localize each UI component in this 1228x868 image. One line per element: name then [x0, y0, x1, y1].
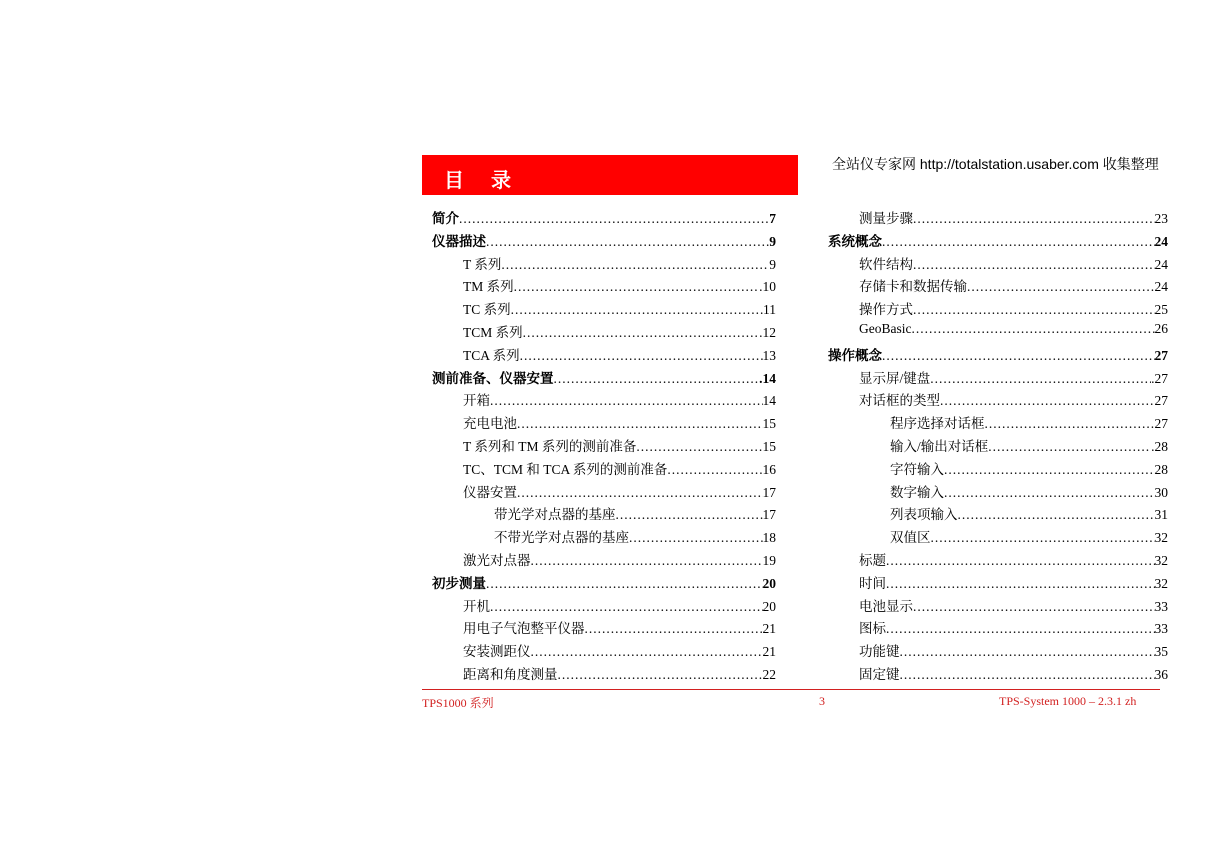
toc-dot-leader	[585, 621, 763, 637]
toc-dot-leader	[490, 393, 763, 409]
toc-entry-page: 21	[762, 621, 776, 637]
toc-entry[interactable]	[432, 321, 776, 344]
toc-entry-title: 不带光学对点器的基座	[494, 530, 629, 546]
toc-entry-title: 仪器描述	[432, 233, 486, 249]
toc-entry-page: 27	[1154, 347, 1168, 363]
toc-dot-leader	[531, 553, 763, 569]
toc-dot-leader	[514, 279, 760, 295]
toc-dot-leader	[517, 416, 763, 432]
toc-entry[interactable]	[432, 663, 776, 686]
toc-entry[interactable]	[828, 640, 1168, 663]
toc-entry[interactable]	[432, 572, 776, 595]
toc-entry-title: 字符输入	[890, 461, 944, 477]
toc-entry-title: TM 系列	[463, 279, 514, 295]
toc-dot-leader	[988, 439, 1151, 455]
toc-dot-leader	[517, 485, 763, 501]
toc-entry-title: TCM 系列	[463, 324, 523, 340]
toc-entry[interactable]	[828, 344, 1168, 367]
toc-dot-leader	[882, 234, 1155, 250]
toc-entry-page: 33	[1154, 598, 1168, 614]
footer-divider	[422, 689, 1160, 690]
toc-entry-page: 32	[1154, 552, 1168, 568]
toc-dot-leader	[629, 530, 763, 546]
toc-entry-page: 32	[1154, 530, 1168, 546]
toc-entry-title: 显示屏/键盘	[859, 370, 931, 386]
toc-entry-page: 19	[762, 552, 776, 568]
toc-entry-page: 23	[1154, 211, 1168, 226]
toc-dot-leader	[931, 530, 1155, 546]
toc-entry[interactable]	[432, 275, 776, 298]
toc-entry-title: 数字输入	[890, 484, 944, 500]
toc-entry-title: 简介	[432, 211, 459, 226]
toc-entry-page: .10	[759, 279, 776, 295]
toc-entry-title: T 系列	[463, 256, 502, 272]
toc-entry[interactable]	[432, 253, 776, 276]
toc-entry-page: 15	[762, 416, 776, 432]
toc-entry-page: 9	[769, 233, 776, 249]
toc-dot-leader	[913, 211, 1155, 227]
toc-entry-title: 初步测量	[432, 575, 486, 591]
toc-entry-title: 功能键	[859, 644, 900, 660]
toc-entry-page: .28	[1151, 438, 1168, 454]
toc-entry-title: 测前准备、仪器安置	[432, 370, 554, 386]
toc-entry-title: 固定键	[859, 666, 900, 682]
toc-entry-title: 用电子气泡整平仪器	[463, 621, 585, 637]
toc-entry-page: 22	[762, 666, 776, 682]
toc-dot-leader	[913, 599, 1155, 615]
toc-dot-leader	[911, 321, 1154, 337]
toc-entry[interactable]	[828, 503, 1168, 526]
toc-dot-leader	[486, 576, 763, 592]
toc-dot-leader	[900, 644, 1155, 660]
toc-entry[interactable]	[828, 412, 1168, 435]
toc-entry-page: 9	[769, 256, 776, 272]
toc-entry-title: 输入/输出对话框	[890, 438, 989, 454]
toc-dot-leader	[636, 439, 762, 455]
toc-entry-page: 24	[1154, 233, 1168, 249]
toc-entry-title: TCA 系列	[463, 347, 520, 363]
toc-entry-title: TC 系列	[463, 302, 511, 318]
toc-entry-page: 15	[762, 438, 776, 454]
toc-left-column	[432, 207, 776, 686]
toc-entry[interactable]	[432, 526, 776, 549]
toc-entry-page: .27	[1151, 370, 1168, 386]
toc-entry-page: 16	[762, 461, 776, 477]
toc-dot-leader	[667, 462, 762, 478]
toc-entry-page: 18	[762, 530, 776, 546]
toc-entry-title: 存储卡和数据传输	[859, 279, 967, 295]
toc-entry-title: 距离和角度测量	[463, 666, 558, 682]
toc-entry[interactable]	[828, 663, 1168, 686]
toc-entry[interactable]	[432, 207, 776, 230]
footer-version-label: TPS-System 1000 – 2.3.1 zh	[999, 694, 1137, 708]
toc-entry-page: .12	[759, 324, 776, 340]
toc-title-banner	[422, 155, 798, 195]
toc-dot-leader	[886, 621, 1155, 637]
toc-dot-leader	[616, 507, 763, 523]
toc-entry[interactable]	[432, 367, 776, 390]
toc-entry-title: 安装测距仪	[463, 644, 531, 660]
toc-entry-page: 32	[1154, 575, 1168, 591]
toc-dot-leader	[900, 667, 1155, 683]
toc-entry-title: 开机	[463, 598, 490, 614]
toc-entry-title: T 系列和 TM 系列的测前准备	[463, 438, 637, 454]
toc-dot-leader	[520, 348, 763, 364]
toc-dot-leader	[886, 553, 1155, 569]
toc-entry-page: 25	[1154, 302, 1168, 318]
toc-entry-page: 20	[762, 598, 776, 614]
toc-entry-title: 测量步骤	[859, 211, 913, 226]
toc-dot-leader	[985, 416, 1155, 432]
toc-entry-title: 系统概念	[828, 233, 882, 249]
toc-entry-page: 13	[762, 347, 776, 363]
toc-entry-page: 11	[763, 302, 776, 318]
toc-entry-page: 27	[1154, 393, 1168, 409]
toc-dot-leader	[913, 257, 1155, 273]
toc-dot-leader	[501, 257, 769, 273]
toc-dot-leader	[554, 371, 760, 387]
toc-entry-page: 33	[1154, 621, 1168, 637]
toc-entry[interactable]	[432, 412, 776, 435]
toc-entry[interactable]	[828, 298, 1168, 321]
toc-entry[interactable]	[432, 230, 776, 253]
toc-entry-page: 20	[762, 575, 776, 591]
toc-entry-page: 21	[762, 644, 776, 660]
toc-dot-leader	[558, 667, 763, 683]
toc-entry-title: 标题	[859, 552, 886, 568]
toc-entry[interactable]	[432, 503, 776, 526]
toc-entry[interactable]	[828, 207, 1168, 230]
toc-entry-title: TC、TCM 和 TCA 系列的测前准备	[463, 461, 668, 477]
toc-dot-leader	[511, 302, 763, 318]
toc-dot-leader	[886, 576, 1155, 592]
toc-dot-leader	[486, 234, 769, 250]
toc-right-column	[828, 207, 1168, 686]
toc-entry[interactable]	[432, 617, 776, 640]
toc-entry-page: 26	[1154, 320, 1168, 336]
toc-entry[interactable]	[828, 389, 1168, 412]
toc-entry-page: 31	[1154, 507, 1168, 523]
toc-entry[interactable]	[432, 344, 776, 367]
toc-entry[interactable]	[432, 595, 776, 618]
toc-entry[interactable]	[828, 458, 1168, 481]
toc-entry-title: 对话框的类型	[859, 393, 940, 409]
toc-entry-page: 17	[762, 507, 776, 523]
toc-dot-leader	[531, 644, 763, 660]
toc-dot-leader	[944, 485, 1155, 501]
toc-dot-leader	[940, 393, 1155, 409]
toc-entry[interactable]	[432, 481, 776, 504]
toc-entry[interactable]	[828, 617, 1168, 640]
toc-entry[interactable]	[828, 275, 1168, 298]
toc-dot-leader	[523, 325, 759, 341]
toc-entry-title: 电池显示	[859, 598, 913, 614]
toc-dot-leader	[958, 507, 1155, 523]
toc-entry[interactable]	[828, 367, 1168, 390]
toc-entry-page: 24	[1154, 256, 1168, 272]
toc-entry[interactable]	[828, 230, 1168, 253]
toc-entry-page: 7	[769, 211, 776, 226]
toc-entry-title: 时间	[859, 575, 886, 591]
toc-entry[interactable]	[828, 321, 1168, 344]
toc-entry[interactable]	[828, 253, 1168, 276]
toc-entry-title: 操作概念	[828, 347, 882, 363]
toc-entry-title: 图标	[859, 621, 886, 637]
toc-entry-page: 36	[1154, 666, 1168, 682]
toc-entry[interactable]	[828, 435, 1168, 458]
toc-dot-leader	[930, 371, 1151, 387]
toc-entry-page: 24	[1154, 279, 1168, 295]
toc-dot-leader	[459, 211, 769, 227]
toc-entry[interactable]	[432, 298, 776, 321]
toc-entry-title: 充电电池	[463, 416, 517, 432]
toc-entry[interactable]	[432, 549, 776, 572]
toc-entry[interactable]	[432, 458, 776, 481]
toc-entry-title: 双值区	[890, 530, 931, 546]
toc-entry-title: 软件结构	[859, 256, 913, 272]
footer-series-label: TPS1000 系列	[422, 696, 494, 710]
toc-entry-title: GeoBasic	[859, 320, 912, 336]
toc-dot-leader	[490, 599, 763, 615]
toc-entry[interactable]	[432, 435, 776, 458]
toc-entry[interactable]	[828, 549, 1168, 572]
toc-entry[interactable]	[828, 481, 1168, 504]
toc-entry-title: 带光学对点器的基座	[494, 507, 616, 523]
toc-entry-page: 35	[1154, 644, 1168, 660]
toc-entry-page: 27	[1154, 416, 1168, 432]
toc-entry-title: 开箱	[463, 393, 490, 409]
toc-dot-leader	[913, 302, 1155, 318]
footer-page-number: 3	[819, 694, 825, 708]
page-title: 目 录	[444, 168, 521, 192]
toc-entry[interactable]	[828, 526, 1168, 549]
toc-entry-page: 14	[762, 393, 776, 409]
toc-entry[interactable]	[828, 572, 1168, 595]
toc-dot-leader	[967, 279, 1155, 295]
toc-entry[interactable]	[432, 640, 776, 663]
watermark-text: 全站仪专家网 http://totalstation.usaber.com 收集整理	[832, 156, 1159, 172]
toc-dot-leader	[944, 462, 1155, 478]
toc-entry-title: 操作方式	[859, 302, 913, 318]
toc-entry-page: .14	[759, 370, 776, 386]
toc-entry-title: 程序选择对话框	[890, 416, 985, 432]
toc-entry-title: 仪器安置	[463, 484, 517, 500]
toc-entry-title: 列表项输入	[890, 507, 958, 523]
toc-entry-title: 激光对点器	[463, 552, 531, 568]
toc-entry[interactable]	[432, 389, 776, 412]
toc-entry-page: 30	[1154, 484, 1168, 500]
toc-entry-page: 17	[762, 484, 776, 500]
toc-entry-page: 28	[1154, 461, 1168, 477]
toc-dot-leader	[882, 348, 1155, 364]
toc-entry[interactable]	[828, 595, 1168, 618]
